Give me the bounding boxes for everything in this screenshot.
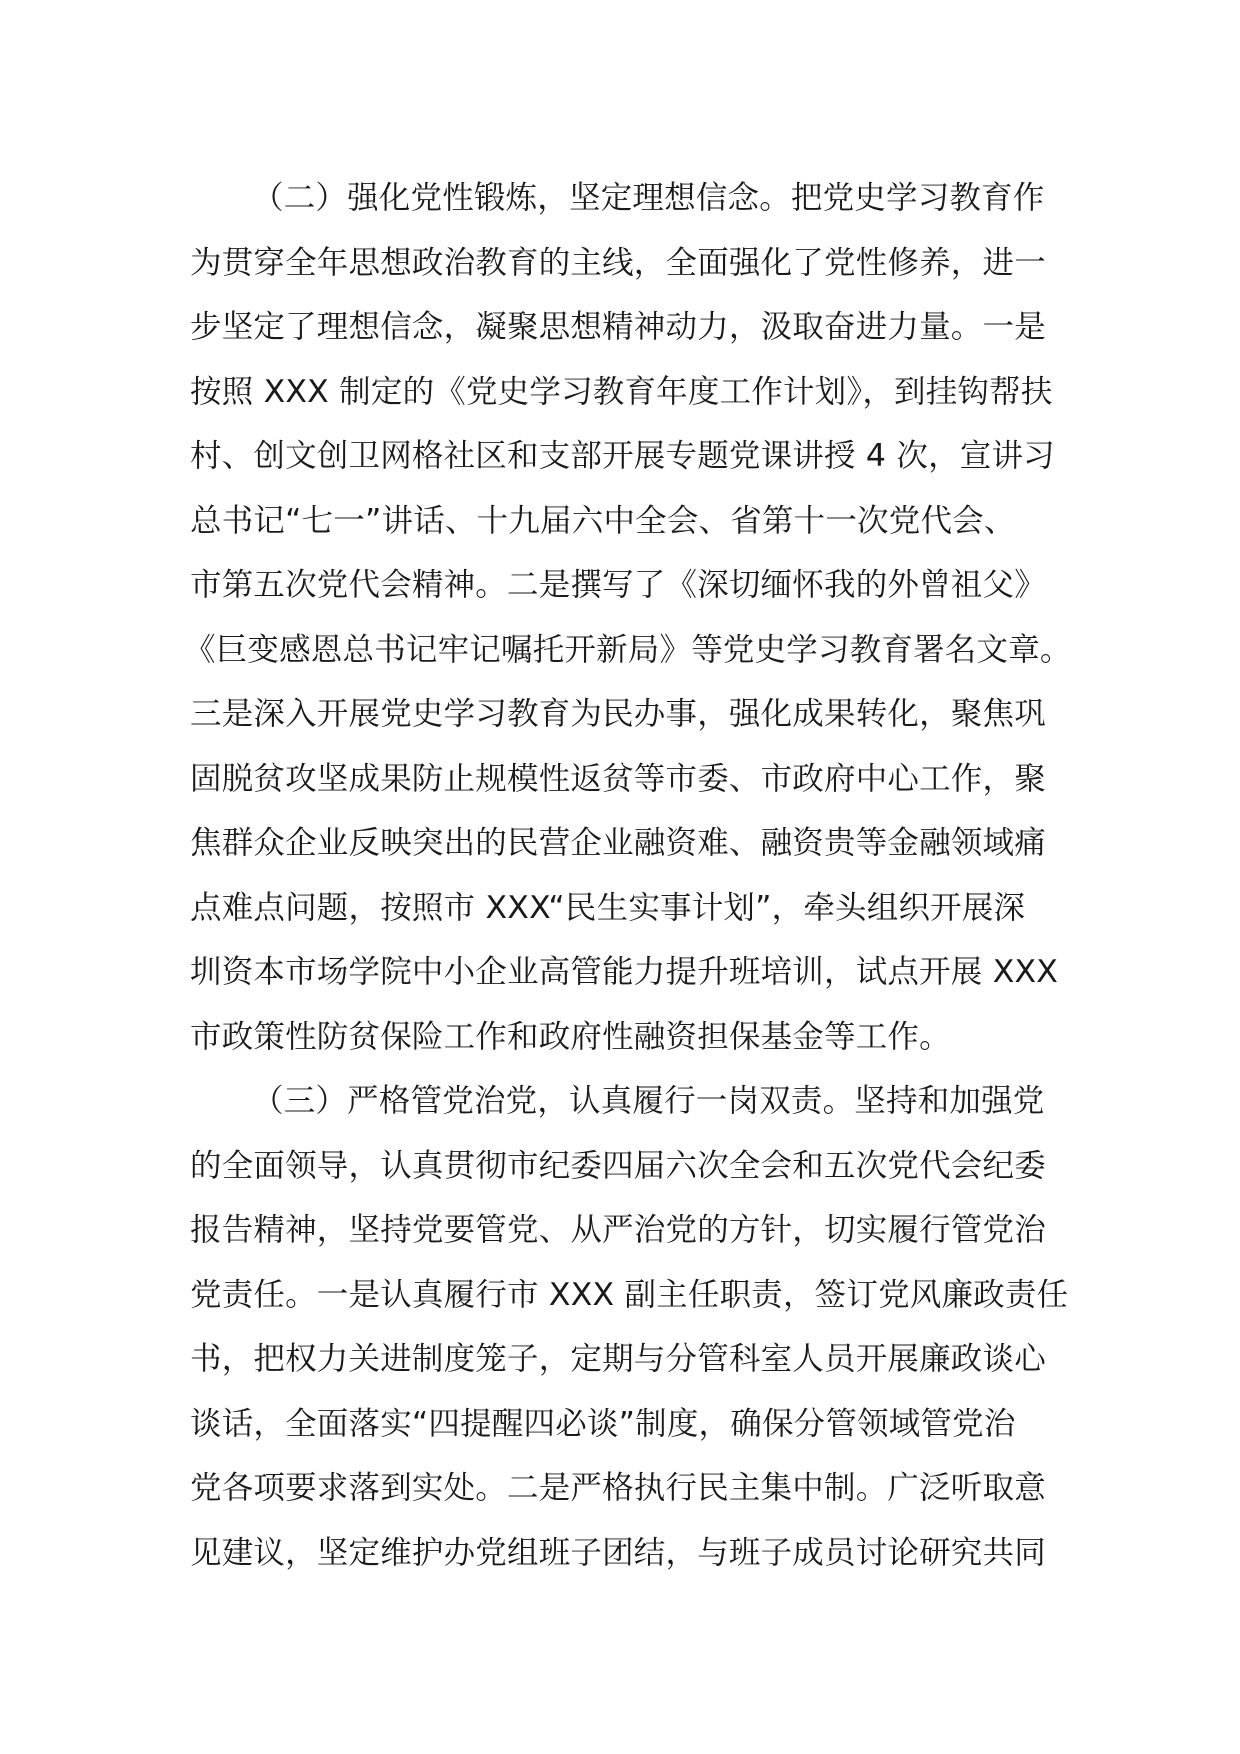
text-line: 圳资本市场学院中小企业高管能力提升班培训，试点开展 XXX bbox=[190, 954, 1059, 990]
text-line: 报告精神，坚持党要管党、从严治党的方针，切实履行管党治 bbox=[190, 1212, 1046, 1248]
text-line: 见建议，坚定维护办党组班子团结，与班子成员讨论研究共同 bbox=[190, 1534, 1046, 1571]
text-line: 按照 XXX 制定的《党史学习教育年度工作计划》，到挂钩帮扶 bbox=[190, 373, 1053, 410]
text-line: 党责任。一是认真履行市 XXX 副主任职责，签订党风廉政责任 bbox=[190, 1276, 1069, 1313]
text-line: 书，把权力关进制度笼子，定期与分管科室人员开展廉政谈心 bbox=[190, 1341, 1046, 1377]
text-line: 总书记“七一”讲话、十九届六中全会、省第十一次党代会、 bbox=[190, 502, 1016, 539]
document-body bbox=[184, 166, 1072, 1585]
text-line: 《巨变感恩总书记牢记嘱托开新局》等党史学习教育署名文章。 bbox=[184, 631, 1072, 668]
paragraph-3-heading-line: （三）严格管党治党，认真履行一岗双责。坚持和加强党 bbox=[252, 1083, 1045, 1119]
text-line: 谈话，全面落实“四提醒四必谈”制度，确保分管领域管党治 bbox=[190, 1405, 1016, 1442]
text-line: 三是深入开展党史学习教育为民办事，强化成果转化，聚焦巩 bbox=[190, 696, 1046, 732]
text-line: 点难点问题，按照市 XXX“民生实事计划”，牵头组织开展深 bbox=[190, 889, 1026, 926]
text-line: 的全面领导，认真贯彻市纪委四届六次全会和五次党代会纪委 bbox=[190, 1147, 1046, 1184]
text-line: 市第五次党代会精神。二是撰写了《深切缅怀我的外曾祖父》 bbox=[190, 567, 1046, 603]
text-line: 市政策性防贫保险工作和政府性融资担保基金等工作。 bbox=[190, 1018, 951, 1055]
paragraph-2-heading-line: （二）强化党性锻炼，坚定理想信念。把党史学习教育作 bbox=[252, 180, 1045, 216]
text-line: 步坚定了理想信念，凝聚思想精神动力，汲取奋进力量。一是 bbox=[190, 309, 1046, 345]
text-line: 焦群众企业反映突出的民营企业融资难、融资贵等金融领域痛 bbox=[190, 825, 1046, 861]
text-line: 村、创文创卫网格社区和支部开展专题党课讲授 4 次，宣讲习 bbox=[190, 438, 1055, 474]
text-line: 固脱贫攻坚成果防止规模性返贫等市委、市政府中心工作，聚 bbox=[190, 760, 1046, 797]
text-line: 为贯穿全年思想政治教育的主线，全面强化了党性修养，进一 bbox=[190, 244, 1046, 281]
text-line: 党各项要求落到实处。二是严格执行民主集中制。广泛听取意 bbox=[190, 1470, 1046, 1506]
